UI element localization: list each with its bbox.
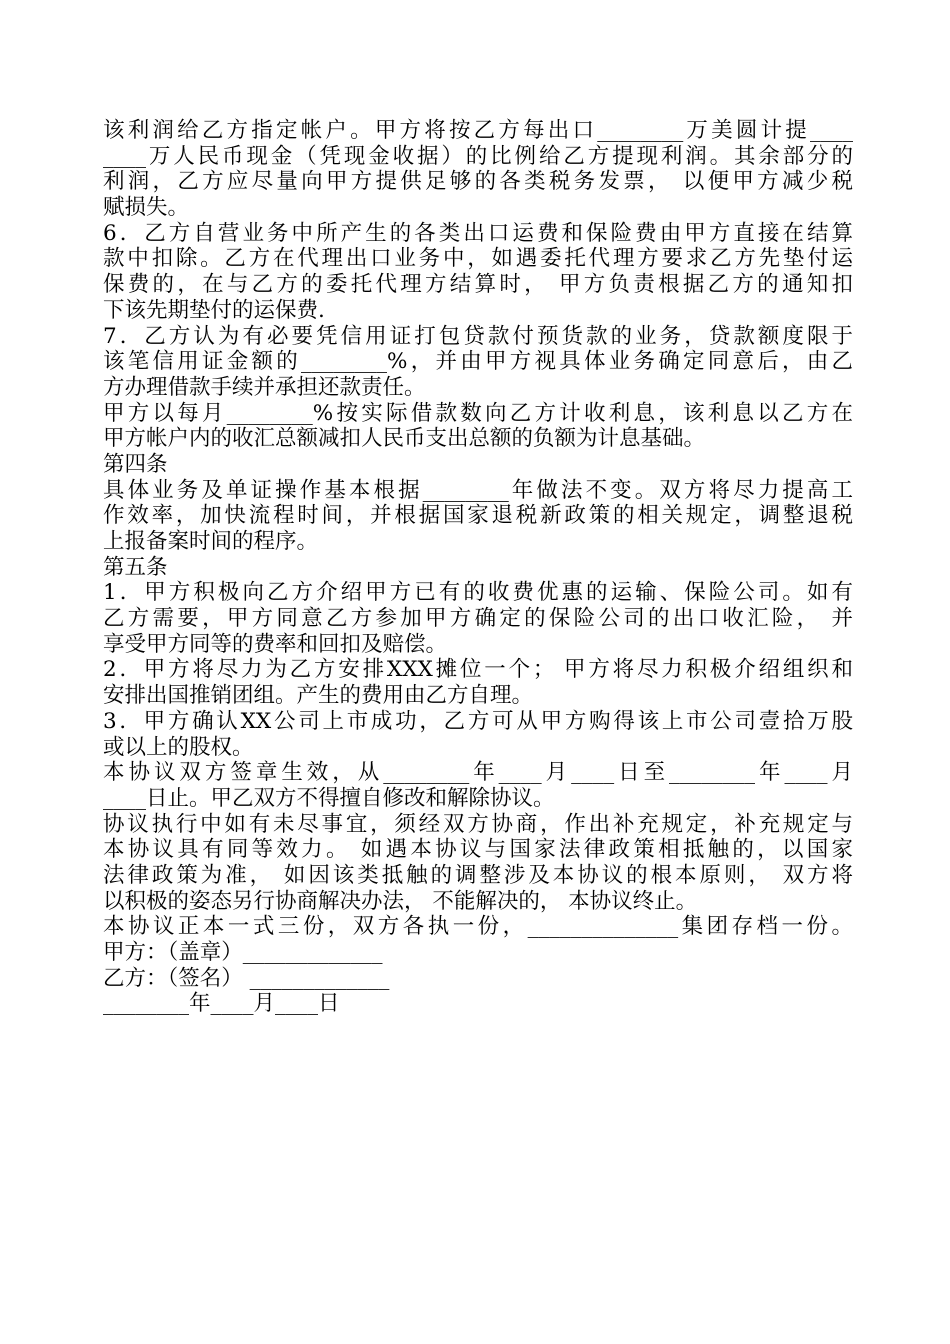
text-line-8: 下该先期垫付的运保费. — [103, 297, 325, 323]
text-line-28: 协议执行中如有未尽事宜，须经双方协商，作出补充规定，补充规定与 — [103, 811, 853, 837]
section-heading-article-5: 第五条 — [103, 554, 168, 580]
signature-line-party-b: 乙方：（签名） _____________ — [103, 965, 390, 991]
text-line-20: 乙方需要，甲方同意乙方参加甲方确定的保险公司的出口收汇险， 并 — [103, 606, 853, 632]
text-line-11: 方办理借款手续并承担还款责任。 — [103, 374, 426, 400]
text-line-10: 该笔信用证金额的________%，并由甲方视具体业务确定同意后，由乙 — [103, 349, 853, 375]
text-line-5: 6．乙方自营业务中所产生的各类出口运费和保险费由甲方直接在结算 — [103, 220, 853, 246]
text-line-21: 享受甲方同等的费率和回扣及赔偿。 — [103, 631, 448, 657]
text-line-13: 甲方帐户内的收汇总额减扣人民币支出总额的负额为计息基础。 — [103, 426, 706, 452]
document-page — [103, 118, 853, 1017]
text-line-29: 本协议具有同等效力。 如遇本协议与国家法律政策相抵触的，以国家 — [103, 837, 853, 863]
text-line-25: 或以上的股权。 — [103, 734, 254, 760]
text-line-32: 本协议正本一式三份，双方各执一份，______________集团存档一份。 — [103, 914, 853, 940]
text-line-27: ____日止。甲乙双方不得擅自修改和解除协议。 — [103, 785, 555, 811]
text-line-4: 赋损失。 — [103, 195, 190, 221]
text-line-26: 本协议双方签章生效，从________年____月____日至________年____月 — [103, 760, 853, 786]
text-line-24: 3．甲方确认XX公司上市成功，乙方可从甲方购得该上市公司壹拾万股 — [103, 708, 853, 734]
text-line-6: 款中扣除。乙方在代理出口业务中，如遇委托代理方要求乙方先垫付运 — [103, 246, 853, 272]
date-line: ________年____月____日 — [103, 991, 340, 1017]
text-line-2: ____万人民币现金（凭现金收据）的比例给乙方提现利润。其余部分的 — [103, 143, 853, 169]
text-line-23: 安排出国推销团组。产生的费用由乙方自理。 — [103, 683, 534, 709]
text-line-12: 甲方以每月________%按实际借款数向乙方计收利息，该利息以乙方在 — [103, 400, 853, 426]
text-line-7: 保费的，在与乙方的委托代理方结算时， 甲方负责根据乙方的通知扣 — [103, 272, 853, 298]
text-line-19: 1．甲方积极向乙方介绍甲方已有的收费优惠的运输、保险公司。如有 — [103, 580, 853, 606]
text-line-15: 具体业务及单证操作基本根据________年做法不变。双方将尽力提高工 — [103, 477, 853, 503]
text-line-17: 上报备案时间的程序。 — [103, 529, 319, 554]
text-line-31: 以积极的姿态另行协商解决办法， 不能解决的， 本协议终止。 — [103, 888, 698, 914]
signature-line-party-a: 甲方：（盖章）_____________ — [103, 940, 383, 965]
text-line-22: 2．甲方将尽力为乙方安排XXX摊位一个； 甲方将尽力积极介绍组织和 — [103, 657, 853, 683]
text-line-16: 作效率，加快流程时间，并根据国家退税新政策的相关规定，调整退税 — [103, 503, 853, 529]
text-line-3: 利润，乙方应尽量向甲方提供足够的各类税务发票， 以便甲方减少税 — [103, 169, 853, 195]
section-heading-article-4: 第四条 — [103, 451, 168, 477]
text-line-1: 该利润给乙方指定帐户。甲方将按乙方每出口________万美圆计提____ — [103, 118, 853, 143]
text-line-9: 7．乙方认为有必要凭信用证打包贷款付预货款的业务，贷款额度限于 — [103, 323, 853, 349]
text-line-30: 法律政策为准， 如因该类抵触的调整涉及本协议的根本原则， 双方将 — [103, 862, 853, 888]
